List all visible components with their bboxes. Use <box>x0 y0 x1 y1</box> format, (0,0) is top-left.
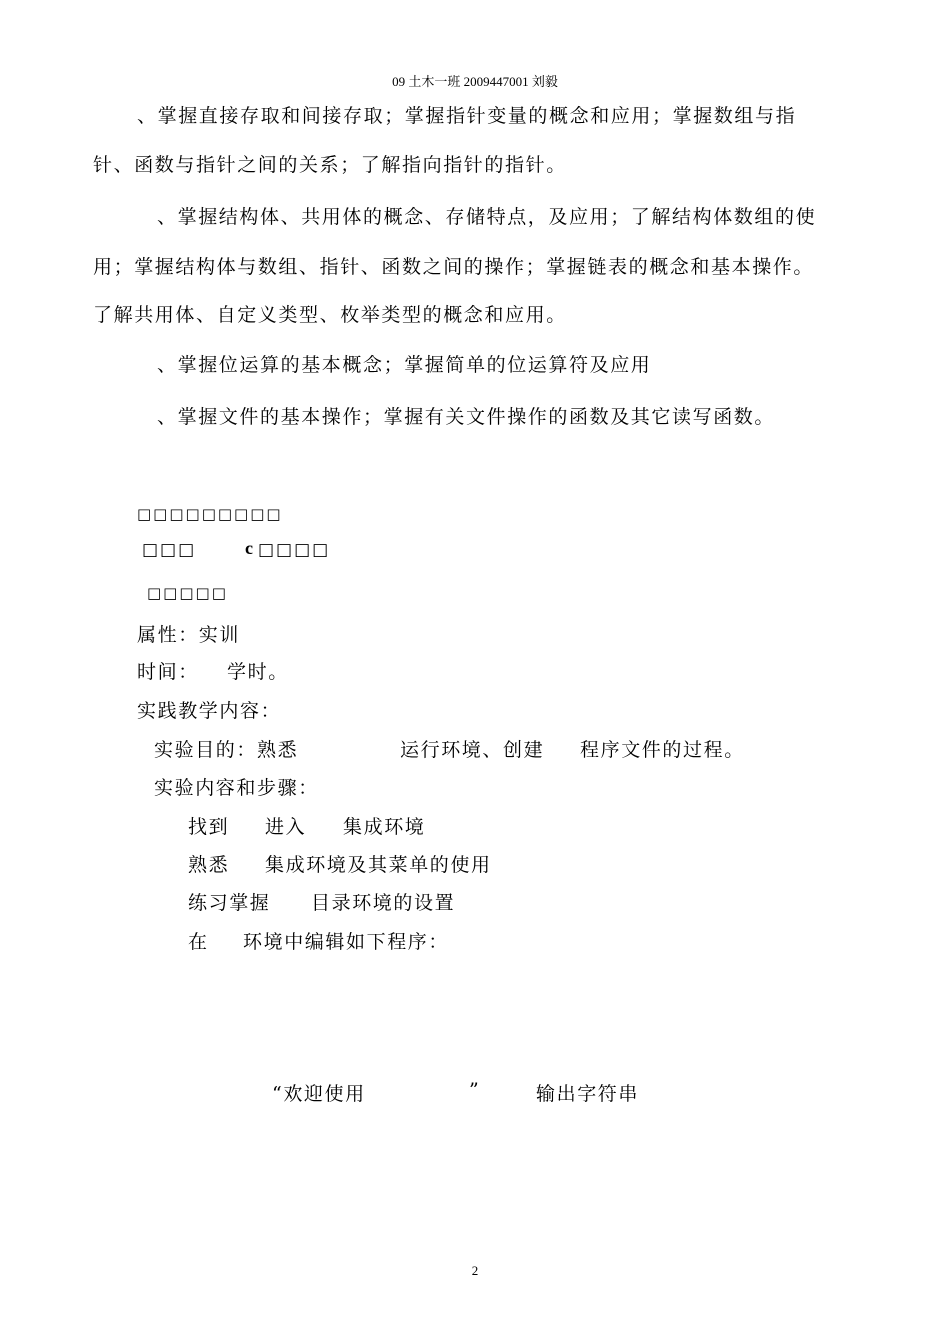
paragraph-struct-line2: 用；掌握结构体与数组、指针、函数之间的操作；掌握链表的概念和基本操作。 <box>93 256 815 278</box>
page-header: 09 土木一班 2009447001 刘毅 <box>392 74 558 89</box>
course-time-label: 时间： <box>137 661 199 683</box>
step1-part3: 集成环境 <box>343 816 426 838</box>
garbled-subheading: □□□□□ <box>147 584 228 602</box>
paragraph-bitops: 、掌握位运算的基本概念；掌握简单的位运算符及应用 <box>157 354 652 376</box>
course-time-value: 学时。 <box>227 661 289 683</box>
garbled-heading: □□□□□□□□□ <box>137 505 283 523</box>
code-string-open: “欢迎使用 <box>272 1083 366 1105</box>
step1-part2: 进入 <box>265 816 307 838</box>
paragraph-files: 、掌握文件的基本操作；掌握有关文件操作的函数及其它读写函数。 <box>157 406 776 428</box>
code-comment: 输出字符串 <box>536 1083 640 1105</box>
step2-part2: 集成环境及其菜单的使用 <box>265 854 492 876</box>
paragraph-pointers-line1: 、掌握直接存取和间接存取；掌握指针变量的概念和应用；掌握数组与指 <box>137 105 797 127</box>
content-heading: 实践教学内容： <box>137 700 282 722</box>
garbled-title-part1: □□□ <box>142 540 197 560</box>
paragraph-struct-line3: 了解共用体、自定义类型、枚举类型的概念和应用。 <box>93 304 567 326</box>
paragraph-pointers-line2: 针、函数与指针之间的关系；了解指向指针的指针。 <box>93 154 567 176</box>
course-attribute: 属性：实训 <box>137 624 241 646</box>
page-number: 2 <box>471 1263 479 1278</box>
steps-heading: 实验内容和步骤： <box>154 777 319 799</box>
step4-part1: 在 <box>188 931 209 953</box>
step3-part2: 目录环境的设置 <box>311 892 456 914</box>
garbled-title-letter: c <box>245 538 255 558</box>
step1-part1: 找到 <box>188 816 230 838</box>
garbled-title-part2: □□□□ <box>258 540 331 560</box>
goal-part3: 程序文件的过程。 <box>580 739 745 761</box>
goal-part2: 运行环境、创建 <box>400 739 545 761</box>
code-string-close: ” <box>469 1079 481 1101</box>
step2-part1: 熟悉 <box>188 854 230 876</box>
step4-part2: 环境中编辑如下程序： <box>243 931 450 953</box>
goal-part1: 实验目的：熟悉 <box>154 739 299 761</box>
step3-part1: 练习掌握 <box>188 892 271 914</box>
paragraph-struct-line1: 、掌握结构体、共用体的概念、存储特点，及应用；了解结构体数组的使 <box>157 206 817 228</box>
